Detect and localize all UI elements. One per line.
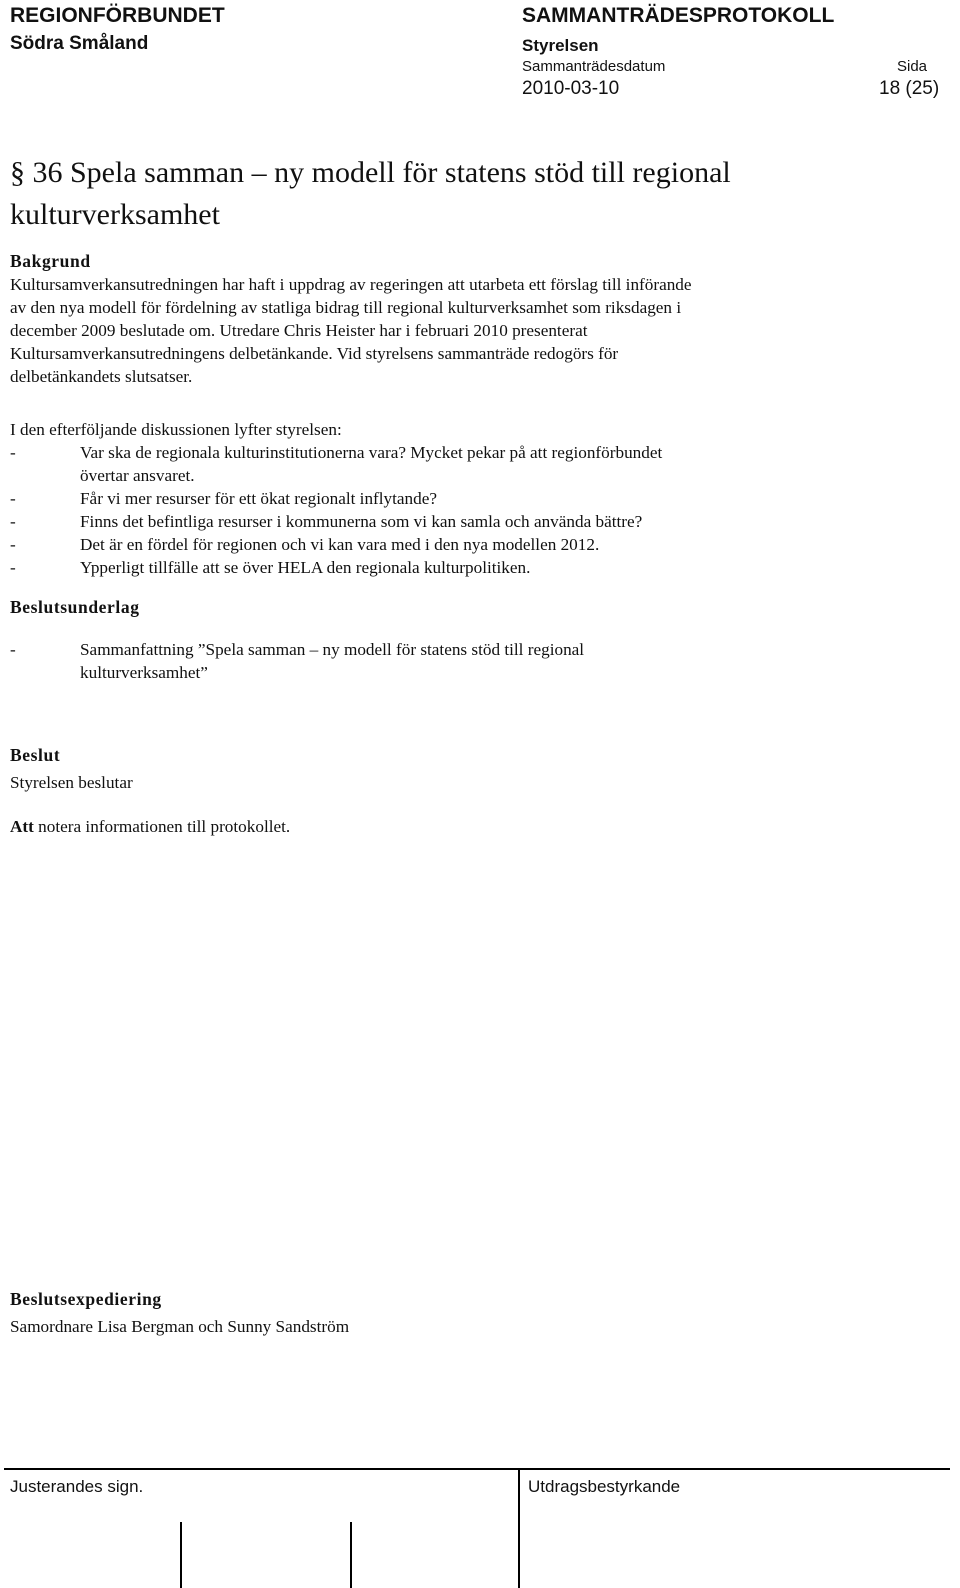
dash-marker: - [10,535,16,554]
beslutsunderlag-list [10,638,940,684]
beslutsexpediering-section [10,1288,940,1338]
list-item-line: Ypperligt tillfälle att se över HELA den regionala kulturpolitiken. [80,558,531,577]
org-name: REGIONFÖRBUNDET [10,4,225,27]
bakgrund-line: december 2009 beslutade om. Utredare Chris Heister har i februari 2010 presenterat [10,321,588,340]
bakgrund-line: Kultursamverkansutredningens delbetänkande. Vid styrelsens sammanträde redogörs för [10,344,619,363]
section-title-line2: kulturverksamhet [10,198,220,231]
list-item [10,556,940,579]
footer-top-rule [4,1468,950,1470]
list-item [10,510,940,533]
beslut-line1: Styrelsen beslutar [10,773,133,792]
list-item-line: Det är en fördel för regionen och vi kan vara med i den nya modellen 2012. [80,535,600,554]
bakgrund-line: av den nya modell för fördelning av statliga bidrag till regional kulturverksamhet som riksdagen i [10,298,682,317]
dash-marker: - [10,443,16,462]
bakgrund-heading: Bakgrund [10,251,91,271]
list-item [10,487,940,510]
page-number: 18 (25) [879,78,940,99]
list-item [10,533,940,556]
beslutsunderlag-section [10,596,940,684]
bakgrund-line: delbetänkandets slutsatser. [10,367,193,386]
utdragsbestyrkande-label: Utdragsbestyrkande [528,1477,681,1496]
section-title-line1: 36 Spela samman – ny modell för statens stöd till regional [32,156,731,189]
list-item [10,638,940,684]
paragraph-mark: § [10,156,25,189]
dash-marker: - [10,640,16,659]
beslut-section [10,744,940,838]
list-item-line: övertar ansvaret. [80,466,195,485]
page-label: Sida [897,58,928,75]
signature-divider [518,1468,520,1588]
section-title [10,152,940,236]
list-item-line: kulturverksamhet” [80,663,208,682]
bakgrund-text [10,273,940,388]
diskussion-section [10,418,940,579]
signature-divider [180,1522,182,1588]
bakgrund-section [10,250,940,388]
justerandes-sign-label: Justerandes sign. [10,1477,144,1496]
beslut-line2-rest: notera informationen till protokollet. [33,817,291,836]
diskussion-intro: I den efterföljande diskussionen lyfter styrelsen: [10,420,342,439]
att-word: Att [10,817,34,836]
beslutsexpediering-heading: Beslutsexpediering [10,1289,162,1309]
beslutsunderlag-heading: Beslutsunderlag [10,597,140,617]
list-item [10,441,940,487]
beslut-heading: Beslut [10,745,61,765]
dash-marker: - [10,558,16,577]
list-item-line: Var ska de regionala kulturinstitutionerna vara? Mycket pekar på att regionförbundet [80,443,663,462]
date-value: 2010-03-10 [522,78,620,99]
bakgrund-line: Kultursamverkansutredningen har haft i uppdrag av regeringen att utarbeta ett förslag till införande [10,275,692,294]
diskussion-list [10,441,940,579]
org-sub: Södra Småland [10,33,149,54]
body-name: Styrelsen [522,36,599,55]
doc-type: SAMMANTRÄDESPROTOKOLL [522,4,835,27]
signature-divider [350,1522,352,1588]
dash-marker: - [10,512,16,531]
list-item-line: Sammanfattning ”Spela samman – ny modell för statens stöd till regional [80,640,585,659]
date-label: Sammanträdesdatum [522,58,666,75]
beslutsexpediering-line: Samordnare Lisa Bergman och Sunny Sandström [10,1317,350,1336]
list-item-line: Får vi mer resurser för ett ökat regionalt inflytande? [80,489,437,508]
list-item-line: Finns det befintliga resurser i kommunerna som vi kan samla och använda bättre? [80,512,643,531]
beslut-line2 [10,815,940,838]
dash-marker: - [10,489,16,508]
